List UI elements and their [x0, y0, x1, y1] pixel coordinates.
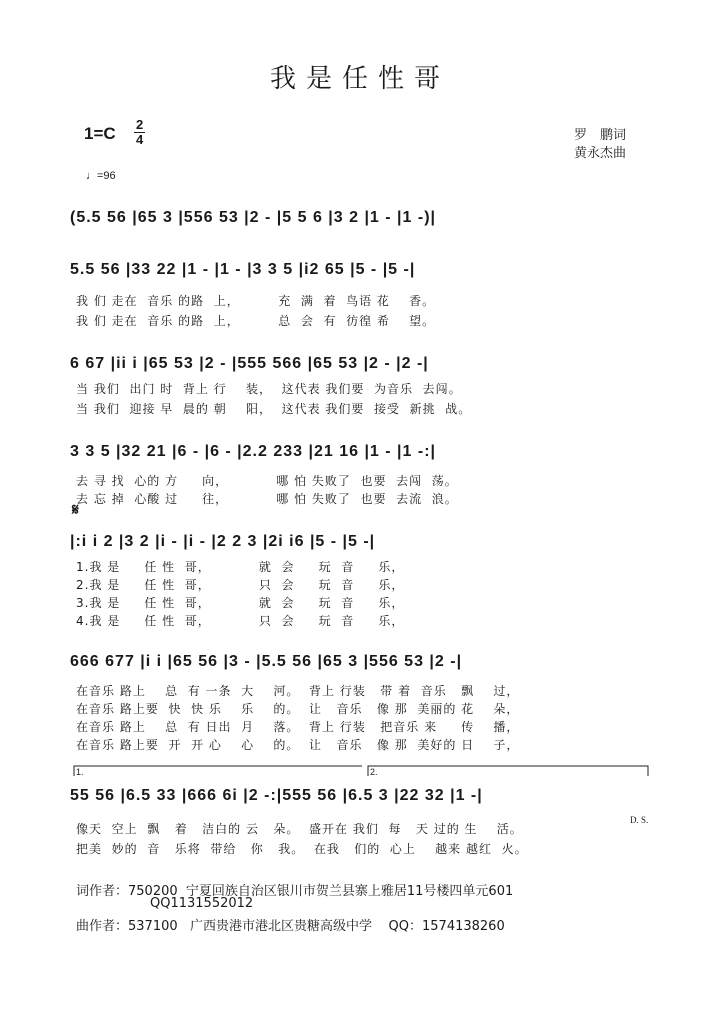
lyric-row-4-verse-2: 去 忘 掉 心酸 过 往， 哪 怕 失败了 也要 去流 浪。: [76, 492, 458, 506]
notes-row-3: 6 67 |ii i |65 53 |2 - |555 566 |65 53 |2 - |2 -|: [70, 355, 429, 372]
notes-row-7: 55 56 |6.5 33 |666 6i |2 -:|555 56 |6.5 3 |22 32 |1 -|: [70, 787, 483, 804]
lyric-row-6-verse-2: 在音乐 路上要 快 快 乐 乐 的。 让 音乐 像 那 美丽的 花 朵，: [76, 702, 520, 716]
notes-row-6: 666 677 |i i |65 56 |3 - |5.5 56 |65 3 |556 53 |2 -|: [70, 653, 463, 670]
lyric-row-6-verse-4: 在音乐 路上要 开 开 心 心 的。 让 音乐 像 那 美好的 日 子，: [76, 738, 520, 752]
notes-row-2: 5.5 56 |33 22 |1 - |1 - |3 3 5 |i2 65 |5 - |5 -|: [70, 261, 416, 278]
time-signature: [134, 118, 145, 147]
lyricist-credit: 罗 鹏词: [574, 128, 627, 143]
lyric-row-5-verse-1: 1.我 是 任 性 哥， 就 会 玩 音 乐，: [76, 560, 405, 574]
score-row-7: [70, 774, 660, 818]
composer-credit: 黄永杰曲: [574, 146, 627, 161]
composer-contact: 曲作者：537100 广西贵港市港北区贵糖高级中学 QQ：1574138260: [76, 919, 505, 934]
dal-segno-mark: D. S.: [630, 815, 649, 825]
song-title: 我是任性哥: [269, 64, 450, 94]
score-row-6: [70, 640, 660, 684]
notes-row-4: 3 3 5 |32 21 |6 - |6 - |2.2 233 |21 16 |1 - |1 -:|: [70, 443, 436, 460]
lyric-row-5-verse-2: 2.我 是 任 性 哥， 只 会 玩 音 乐，: [76, 578, 405, 592]
notes-row-1: (5.5 56 |65 3 |556 53 |2 - |5 5 6 |3 2 |1 - |1 -)|: [70, 209, 436, 226]
notes-row-5: |:i i 2 |3 2 |i - |i - |2 2 3 |2i i6 |5 - |5 -|: [70, 533, 376, 550]
lyric-row-3-verse-2: 当 我们 迎接 早 晨的 朝 阳， 这代表 我们要 接受 新挑 战。: [76, 402, 472, 416]
meter-top: 2: [136, 117, 144, 132]
lyricist-qq: QQ1131552012: [150, 896, 254, 911]
lyric-row-3-verse-1: 当 我们 出门 时 背上 行 装， 这代表 我们要 为音乐 去闯。: [76, 382, 462, 396]
lyric-row-7-verse-1: 像天 空上 飘 着 洁白的 云 朵。 盛开在 我们 每 天 过的 生 活。: [76, 822, 523, 836]
lyric-row-7-verse-2: 把美 妙的 音 乐将 带给 你 我。 在我 们的 心上 越来 越红 火。: [76, 842, 528, 856]
lyric-row-5-verse-3: 3.我 是 任 性 哥， 就 会 玩 音 乐，: [76, 596, 405, 610]
score-row-2: [70, 248, 660, 292]
lyricist-contact: 词作者：750200 宁夏回族自治区银川市贺兰县寨上雅居11号楼四单元601: [76, 884, 514, 899]
lyric-row-4-verse-1: 去 寻 找 心的 方 向， 哪 怕 失败了 也要 去闯 荡。: [76, 474, 458, 488]
segno-sign: 𝄋: [72, 500, 79, 519]
second-ending-label: 2.: [370, 767, 378, 777]
meter-bottom: 4: [136, 132, 144, 147]
lyric-row-6-verse-3: 在音乐 路上 总 有 日出 月 落。 背上 行装 把音乐 来 传 播，: [76, 720, 520, 734]
score-row-1: [70, 196, 660, 240]
first-ending-label: 1.: [76, 767, 84, 777]
lyric-row-2-verse-2: 我 们 走在 音乐 的路 上， 总 会 有 彷徨 希 望。: [76, 314, 436, 328]
key-signature: 1=C: [84, 124, 116, 143]
lyric-row-6-verse-1: 在音乐 路上 总 有 一条 大 河。 背上 行装 带 着 音乐 飘 过，: [76, 684, 520, 698]
lyric-row-2-verse-1: 我 们 走在 音乐 的路 上， 充 满 着 鸟语 花 香。: [76, 294, 436, 308]
score-row-4: [70, 430, 660, 474]
tempo-mark: ♩=96: [86, 170, 116, 182]
lyric-row-5-verse-4: 4.我 是 任 性 哥， 只 会 玩 音 乐，: [76, 614, 405, 628]
